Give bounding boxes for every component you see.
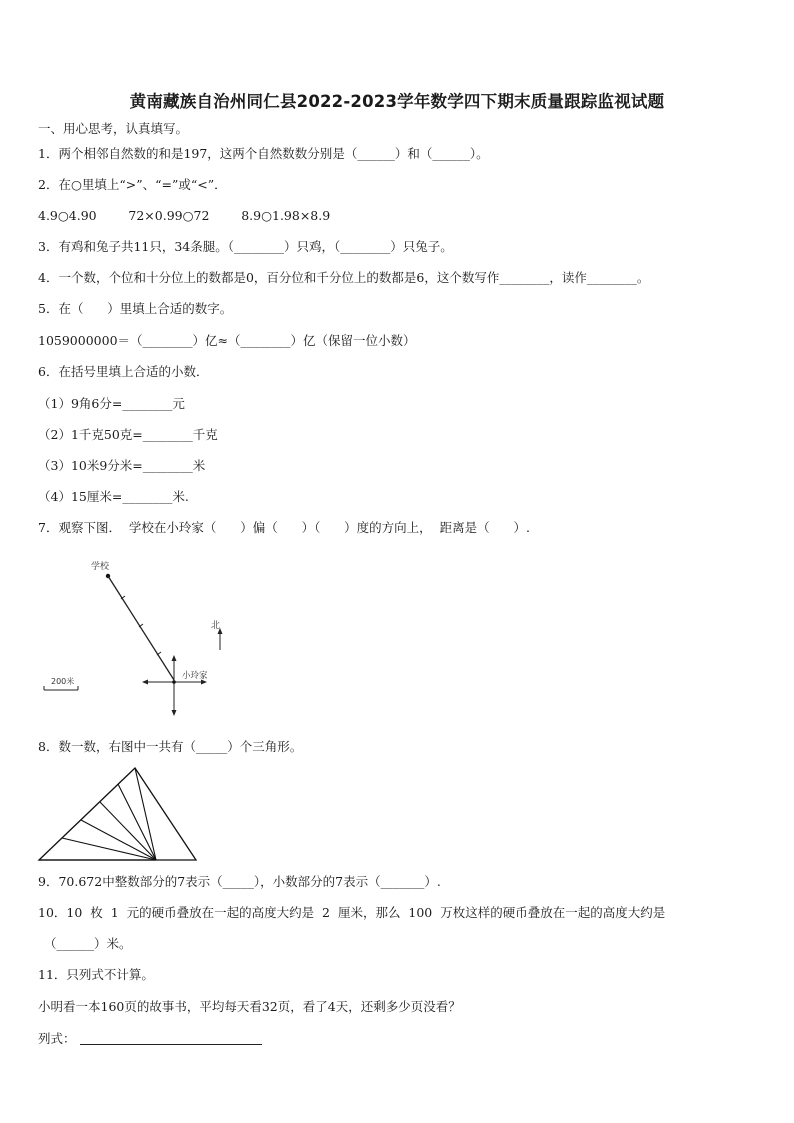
question-11: 11．只列式不计算。 [38,967,154,982]
inner-line-2 [118,784,156,860]
home-point [172,680,176,684]
direction-map-figure [38,552,238,722]
scale-label: 200米 [51,677,75,686]
question-6-part-3: （3）10米9分米=________米 [38,458,206,473]
south-arrow [172,710,177,716]
inner-line-1 [135,768,156,860]
triangle-count-figure [36,764,201,864]
question-1: 1．两个相邻自然数的和是197，这两个自然数数分别是（______）和（______）。 [38,146,489,161]
question-2: 2．在○里填上“>”、“=”或“<”． [38,177,227,192]
question-2-items: 4.9○4.90 72×0.99○72 8.9○1.98×8.9 [38,208,331,223]
school-label: 学校 [91,562,110,572]
north-label: 北 [209,620,219,629]
question-11-text: 小明看一本160页的故事书，平均每天看32页，看了4天，还剩多少页没看？ [38,999,461,1014]
inner-line-3 [100,802,156,860]
question-8: 8．数一数，右图中一共有（_____）个三角形。 [38,739,303,754]
north-arrow-small [172,655,177,661]
question-7: 7．观察下图． 学校在小玲家（ ）偏（ ）（ ）度的方向上， 距离是（ ）. [38,520,530,535]
section-heading: 一、用心思考，认真填写。 [38,121,189,136]
question-6-part-4: （4）15厘米=________米. [38,489,189,504]
answer-label: 列式： [38,1031,76,1046]
question-10-line-2: （______）米。 [44,936,132,951]
question-6-part-2: （2）1千克50克=________千克 [38,427,218,442]
inner-line-5 [62,838,156,860]
question-6: 6．在括号里填上合适的小数． [38,364,209,379]
answer-line[interactable] [80,1044,262,1045]
question-10-line-1: 10．10 枚 1 元的硬币叠放在一起的高度大约是 2 厘米，那么 100 万枚这样的硬币叠放在一起的高度大约是 [38,905,666,920]
question-3: 3．有鸡和兔子共11只，34条腿。（________）只鸡，（________）只兔子。 [38,239,453,254]
west-arrow [142,680,148,685]
outer-triangle [39,768,196,860]
question-9: 9．70.672中整数部分的7表示（_____），小数部分的7表示（_______）. [38,874,441,889]
question-4: 4．一个数，个位和十分位上的数都是0，百分位和千分位上的数都是6，这个数写作________，读作________。 [38,270,650,285]
question-5-line: 1059000000＝（________）亿≈（________）亿（保留一位小数） [38,333,416,348]
home-label: 小玲家 [182,671,208,681]
question-5: 5．在（ ）里填上合适的数字。 [38,301,233,316]
question-6-part-1: （1）9角6分=________元 [38,396,185,411]
page-title: 黄南藏族自治州同仁县2022-2023学年数学四下期末质量跟踪监视试题 [129,92,665,111]
school-to-home-line [108,576,174,680]
inner-line-4 [81,820,156,860]
